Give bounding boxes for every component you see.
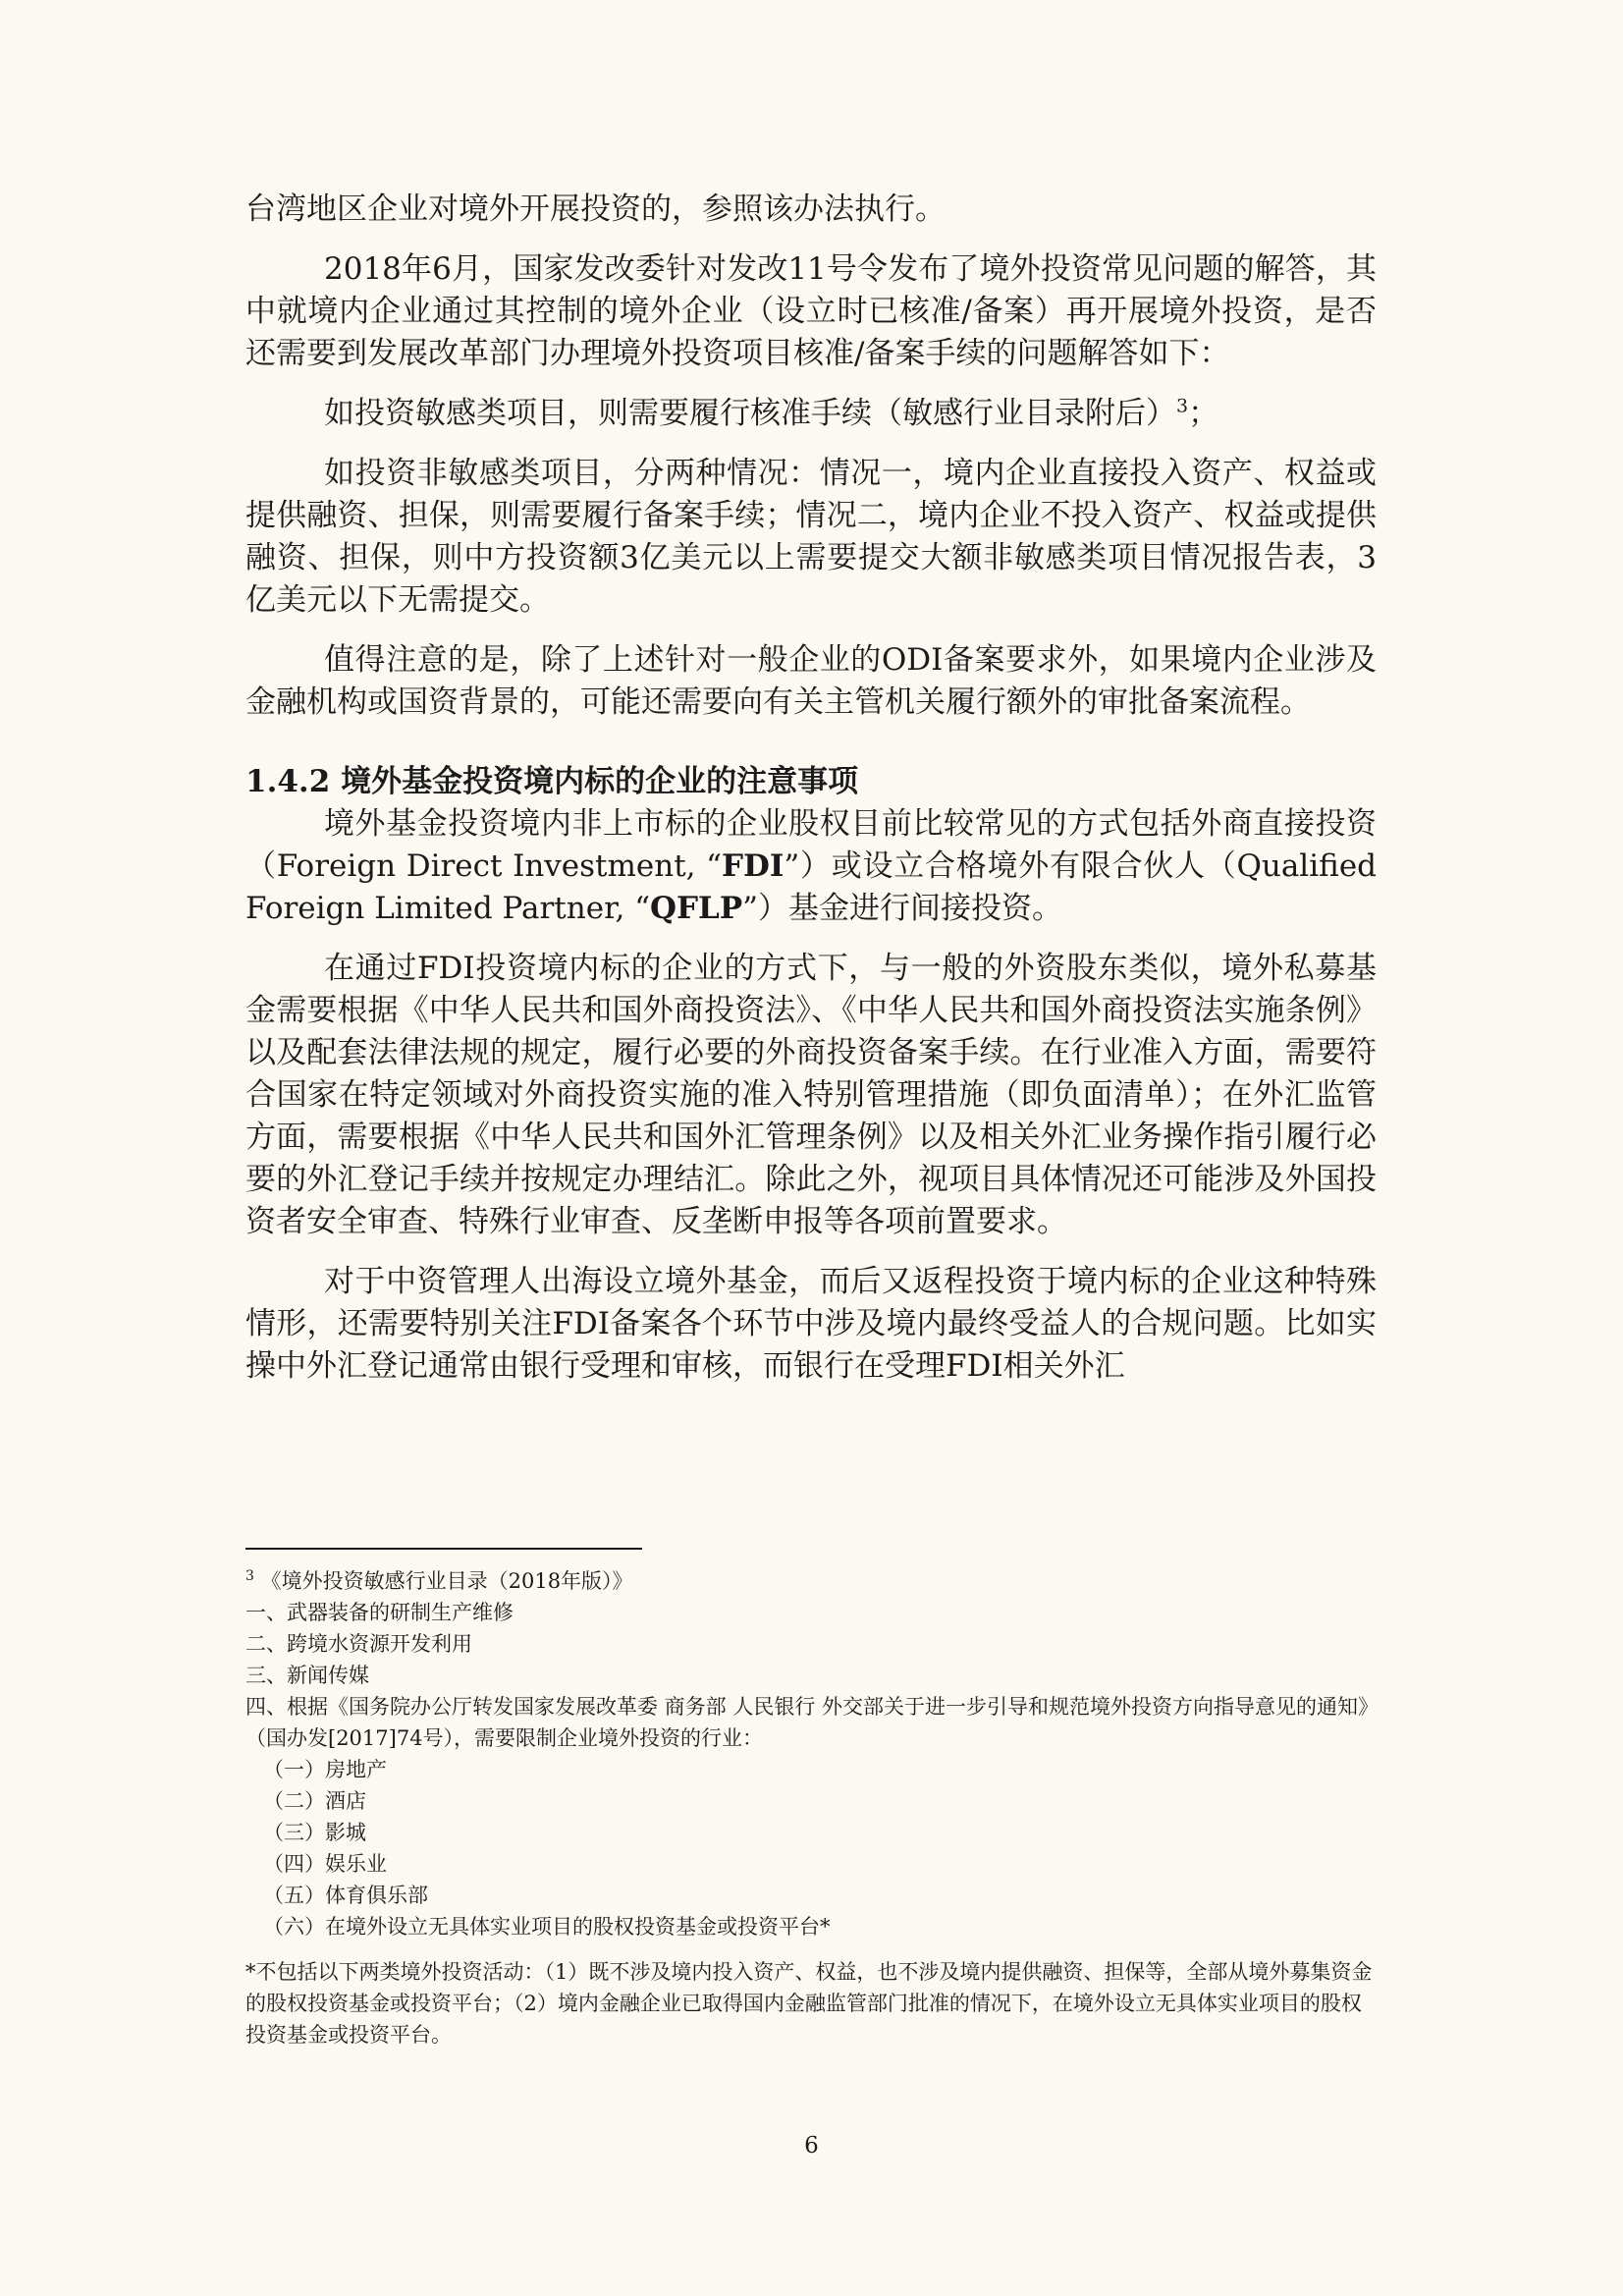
page-number: 6 <box>804 2133 819 2159</box>
paragraph-3-text: 如投资敏感类项目，则需要履行核准手续（敏感行业目录附后） <box>324 396 1176 431</box>
footnote-subitem: （六）在境外设立无具体实业项目的股权投资基金或投资平台* <box>263 1915 831 1939</box>
footnote-subitem: （一）房地产 <box>263 1758 387 1781</box>
footnote-item: 四、根据《国务院办公厅转发国家发展改革委 商务部 人民银行 外交部关于进一步引导和规范境外投资方向指导意见的通知》（国办发[2017]74号），需要限制企业境外投资的行业： <box>245 1695 1369 1750</box>
fdi-term: FDI <box>721 848 784 884</box>
paragraph-5: 值得注意的是，除了上述针对一般企业的ODI备案要求外，如果境内企业涉及金融机构或国资背景的，可能还需要向有关主管机关履行额外的审批备案流程。 <box>245 642 1377 720</box>
body-text <box>245 189 1377 1405</box>
footnote-subitem: （二）酒店 <box>263 1789 366 1813</box>
footnote-item: 三、新闻传媒 <box>245 1664 369 1687</box>
footnote-title-text: 《境外投资敏感行业目录（2018年版）》 <box>260 1569 633 1593</box>
footnote-subitem: （三）影城 <box>263 1821 366 1844</box>
paragraph-6-part-e: ”）基金进行间接投资。 <box>742 891 1063 926</box>
footnote-subitem: （五）体育俱乐部 <box>263 1884 428 1907</box>
paragraph-1: 台湾地区企业对境外开展投资的，参照该办法执行。 <box>245 191 946 227</box>
paragraph-6 <box>245 803 1377 930</box>
paragraph-7: 在通过FDI投资境内标的企业的方式下，与一般的外资股东类似，境外私募基金需要根据《中华人民共和国外商投资法》、《中华人民共和国外商投资法实施条例》以及配套法律法规的规定，履行必要的外商投资备案手续。在行业准入方面，需要符合国家在特定领域对外商投资实施的准入特别管理措施（即负面清单）；在外汇监管方面，需要根据《中华人民共和国外汇管理条例》以及相关外汇业务操作指引履行必要的外汇登记手续并按规定办理结汇。除此之外，视项目具体情况还可能涉及外国投资者安全审查、特殊行业审查、反垄断申报等各项前置要求。 <box>245 951 1377 1239</box>
paragraph-6-part-a: 境外基金投资境内非上市标的企业股权目前比较常见的方式包括外商直接投资（Foreign Direct Investment, “ <box>245 806 1377 884</box>
footnote-divider <box>245 1548 642 1550</box>
paragraph-2: 2018年6月，国家发改委针对发改11号令发布了境外投资常见问题的解答，其中就境内企业通过其控制的境外企业（设立时已核准/备案）再开展境外投资，是否还需要到发展改革部门办理境外投资项目核准/备案手续的问题解答如下： <box>245 251 1377 371</box>
footnote-item: 一、武器装备的研制生产维修 <box>245 1601 514 1624</box>
paragraph-4: 如投资非敏感类项目，分两种情况：情况一，境内企业直接投入资产、权益或提供融资、担保，则需要履行备案手续；情况二，境内企业不投入资产、权益或提供融资、担保，则中方投资额3亿美元以上需要提交大额非敏感类项目情况报告表，3亿美元以下无需提交。 <box>245 456 1377 618</box>
paragraph-3-tail: ； <box>1188 396 1219 431</box>
paragraph-3 <box>245 393 1377 435</box>
paragraph-6-part-c: ”）或设立合格境外有限合伙人（Qualified Foreign Limited Partner, “ <box>245 848 1378 926</box>
footnote-subitem: （四）娱乐业 <box>263 1852 387 1876</box>
footnote-ref: 3 <box>1176 395 1189 417</box>
footnote-item: 二、跨境水资源开发利用 <box>245 1632 472 1656</box>
footnote-title <box>245 1565 1377 1597</box>
footnote-note: *不包括以下两类境外投资活动：（1）既不涉及境内投入资产、权益，也不涉及境内提供融资、担保等，全部从境外募集资金的股权投资基金或投资平台；（2）境内金融企业已取得国内金融监管部门批准的情况下，在境外设立无具体实业项目的股权投资基金或投资平台。 <box>245 1960 1373 2047</box>
section-heading: 1.4.2 境外基金投资境内标的企业的注意事项 <box>245 764 859 799</box>
footnote-marker: 3 <box>245 1568 254 1584</box>
qflp-term: QFLP <box>650 891 743 926</box>
paragraph-8: 对于中资管理人出海设立境外基金，而后又返程投资于境内标的企业这种特殊情形，还需要特别关注FDI备案各个环节中涉及境内最终受益人的合规问题。比如实操中外汇登记通常由银行受理和审核，而银行在受理FDI相关外汇 <box>245 1264 1377 1384</box>
footnote <box>245 1565 1377 2050</box>
